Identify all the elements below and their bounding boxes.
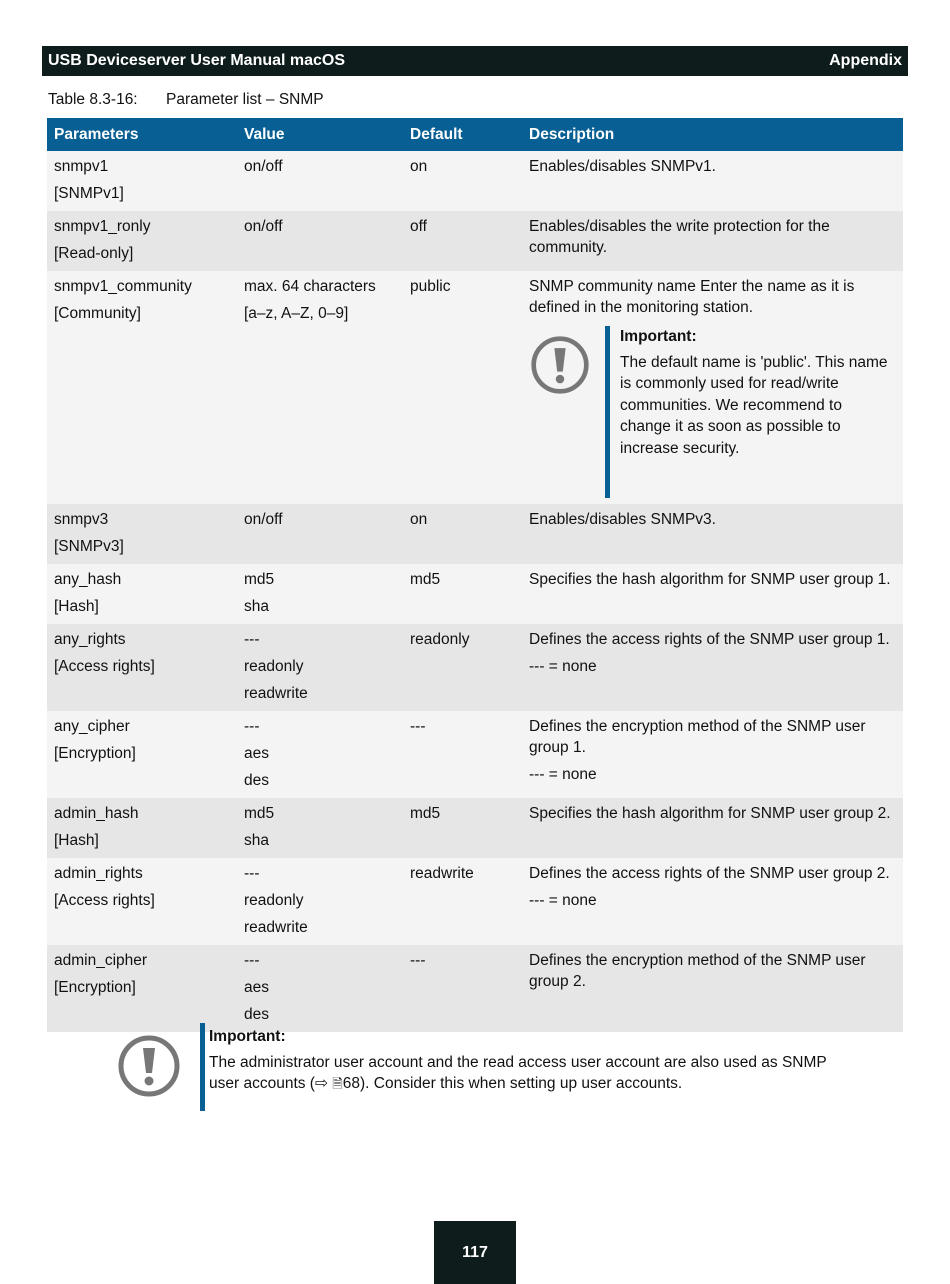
parameter-name: any_rights <box>54 631 126 648</box>
value-option: sha <box>244 598 269 615</box>
parameter-name: admin_rights <box>54 865 143 882</box>
value-option: readwrite <box>244 685 308 702</box>
description-cell <box>522 798 903 858</box>
description-note: --- = none <box>529 658 597 675</box>
parameter-label: [Hash] <box>54 598 99 615</box>
parameter-cell <box>47 564 237 624</box>
value-cell <box>237 271 403 504</box>
default-cell <box>403 564 522 624</box>
parameter-label: [Access rights] <box>54 658 155 675</box>
value-cell <box>237 211 403 271</box>
note-text-part: The administrator user account and the read access user account are also used as SNMP user accounts ( <box>209 1053 827 1092</box>
description-note: --- = none <box>529 892 597 909</box>
parameter-cell <box>47 945 237 1032</box>
note-title: Important: <box>620 328 697 345</box>
column-header: Description <box>522 118 903 151</box>
table-row <box>47 564 903 624</box>
parameter-cell <box>47 711 237 798</box>
parameter-name: admin_hash <box>54 805 139 822</box>
value-option: md5 <box>244 571 275 588</box>
header-section: Appendix <box>829 52 902 69</box>
table-row <box>47 624 903 711</box>
parameter-cell <box>47 271 237 504</box>
value-option: --- <box>244 952 260 969</box>
value-cell <box>237 564 403 624</box>
description-text: SNMP community name Enter the name as it is defined in the monitoring station. <box>529 278 855 316</box>
default-cell <box>403 624 522 711</box>
value-option: des <box>244 1006 269 1023</box>
note-text-part: ). Consider this when setting up user accounts. <box>359 1075 683 1092</box>
parameter-label: [SNMPv1] <box>54 185 124 202</box>
default-cell <box>403 271 522 504</box>
table-row <box>47 798 903 858</box>
description-text: Enables/disables SNMPv3. <box>529 511 716 528</box>
value-option: aes <box>244 979 269 996</box>
table-row <box>47 151 903 211</box>
description-cell <box>522 624 903 711</box>
parameter-name: any_hash <box>54 571 122 588</box>
description-cell <box>522 504 903 564</box>
table-row <box>47 504 903 564</box>
value-option: [a–z, A–Z, 0–9] <box>244 305 349 322</box>
parameter-name: admin_cipher <box>54 952 148 969</box>
description-cell <box>522 945 903 1032</box>
description-cell <box>522 211 903 271</box>
value-cell <box>237 858 403 945</box>
parameter-label: [Community] <box>54 305 141 322</box>
table-title: Parameter list – SNMP <box>166 91 324 108</box>
parameter-label: [Encryption] <box>54 745 136 762</box>
value-option: on/off <box>244 511 283 528</box>
default-cell <box>403 798 522 858</box>
value-option: --- <box>244 718 260 735</box>
parameter-name: snmpv1_ronly <box>54 218 151 235</box>
value-cell <box>237 504 403 564</box>
parameter-cell <box>47 798 237 858</box>
default-cell <box>403 211 522 271</box>
note-text <box>209 1052 849 1096</box>
default-value: on <box>410 158 428 175</box>
description-cell <box>522 858 903 945</box>
page-icon: 🗎 <box>332 1077 343 1092</box>
table-caption <box>48 91 324 109</box>
value-cell <box>237 798 403 858</box>
default-value: md5 <box>410 805 441 822</box>
table-row <box>47 711 903 798</box>
running-header <box>42 46 908 76</box>
important-note <box>529 326 896 498</box>
parameter-cell <box>47 151 237 211</box>
description-text: Defines the encryption method of the SNMP user group 1. <box>529 718 866 756</box>
page-number: 117 <box>434 1221 516 1284</box>
parameter-label: [Read-only] <box>54 245 134 262</box>
default-value: on <box>410 511 428 528</box>
value-option: aes <box>244 745 269 762</box>
default-value: readonly <box>410 631 470 648</box>
default-cell <box>403 858 522 945</box>
description-cell <box>522 564 903 624</box>
description-text: Defines the encryption method of the SNMP user group 2. <box>529 952 866 990</box>
default-value: public <box>410 278 451 295</box>
value-option: des <box>244 772 269 789</box>
important-note <box>116 1023 849 1111</box>
value-cell <box>237 945 403 1032</box>
default-cell <box>403 151 522 211</box>
default-cell <box>403 711 522 798</box>
default-cell <box>403 945 522 1032</box>
parameter-label: [Encryption] <box>54 979 136 996</box>
description-text: Defines the access rights of the SNMP user group 1. <box>529 631 890 648</box>
value-option: on/off <box>244 218 283 235</box>
column-header: Default <box>403 118 522 151</box>
page-reference-link[interactable]: 68 <box>342 1075 360 1092</box>
column-header: Value <box>237 118 403 151</box>
value-option: readonly <box>244 892 304 909</box>
description-text: Specifies the hash algorithm for SNMP user group 1. <box>529 571 891 588</box>
value-option: on/off <box>244 158 283 175</box>
description-note: --- = none <box>529 766 597 783</box>
value-option: sha <box>244 832 269 849</box>
column-header: Parameters <box>47 118 237 151</box>
description-text: Enables/disables SNMPv1. <box>529 158 716 175</box>
table-row <box>47 211 903 271</box>
exclamation-circle-icon <box>529 326 605 498</box>
value-option: max. 64 characters <box>244 278 376 295</box>
description-cell <box>522 151 903 211</box>
default-value: --- <box>410 718 426 735</box>
description-text: Specifies the hash algorithm for SNMP user group 2. <box>529 805 891 822</box>
value-option: --- <box>244 865 260 882</box>
parameter-label: [Hash] <box>54 832 99 849</box>
parameter-label: [SNMPv3] <box>54 538 124 555</box>
value-cell <box>237 624 403 711</box>
parameter-cell <box>47 211 237 271</box>
note-title: Important: <box>209 1028 286 1045</box>
parameter-name: snmpv3 <box>54 511 109 528</box>
table-row <box>47 858 903 945</box>
parameter-label: [Access rights] <box>54 892 155 909</box>
header-title: USB Deviceserver User Manual macOS <box>48 52 346 69</box>
parameter-name: snmpv1 <box>54 158 109 175</box>
description-text: Defines the access rights of the SNMP user group 2. <box>529 865 890 882</box>
default-value: --- <box>410 952 426 969</box>
default-value: off <box>410 218 427 235</box>
default-value: md5 <box>410 571 441 588</box>
parameter-cell <box>47 858 237 945</box>
table-header-row <box>47 118 903 151</box>
parameter-name: snmpv1_community <box>54 278 192 295</box>
parameter-table <box>47 118 903 1032</box>
value-option: md5 <box>244 805 275 822</box>
value-cell <box>237 151 403 211</box>
note-text: The default name is 'public'. This name is commonly used for read/write communities. We recommend to change it as soon as possible to increase security. <box>620 353 888 457</box>
value-option: --- <box>244 631 260 648</box>
description-cell <box>522 271 903 504</box>
table-number: Table 8.3-16: <box>48 91 138 108</box>
default-value: readwrite <box>410 865 474 882</box>
table-row <box>47 945 903 1032</box>
parameter-name: any_cipher <box>54 718 130 735</box>
value-option: readwrite <box>244 919 308 936</box>
parameter-cell <box>47 624 237 711</box>
value-option: readonly <box>244 658 304 675</box>
value-cell <box>237 711 403 798</box>
exclamation-circle-icon <box>116 1023 200 1111</box>
default-cell <box>403 504 522 564</box>
description-cell <box>522 711 903 798</box>
description-text: Enables/disables the write protection for the community. <box>529 218 830 256</box>
table-row <box>47 271 903 504</box>
arrow-icon: ⇨ <box>314 1075 328 1092</box>
parameter-cell <box>47 504 237 564</box>
